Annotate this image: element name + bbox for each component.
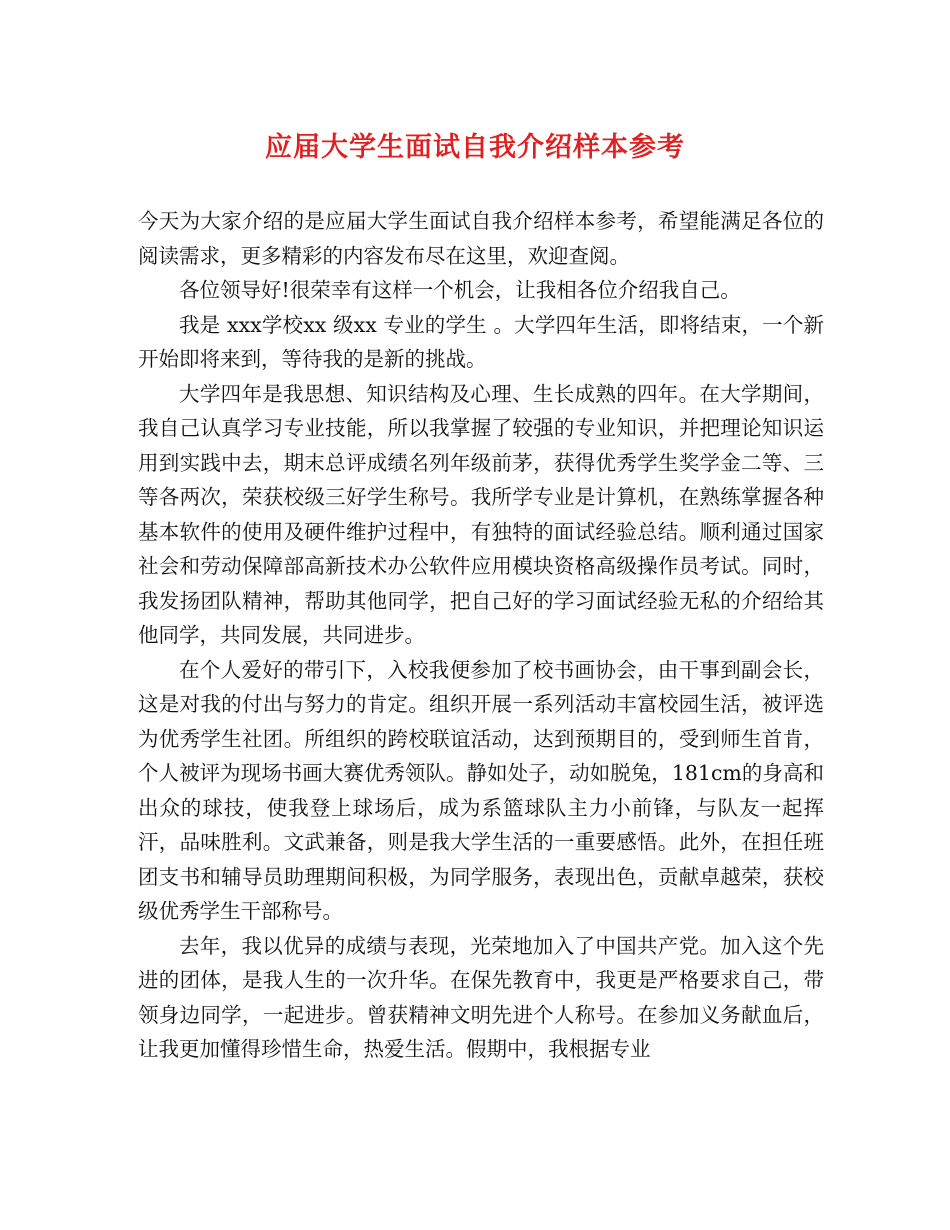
hobby-paragraph: 在个人爱好的带引下，入校我便参加了校书画协会，由干事到副会长，这是对我的付出与努力的肯定。组织开展一系列活动丰富校园生活，被评选为优秀学生社团。所组织的跨校联谊活动，达到预期目的，受到师生首肯，个人被评为现场书画大赛优秀领队。静如处子，动如脱兔，181cm的身高和出众的球技，使我登上球场后，成为系篮球队主力小前锋，与队友一起挥汗，品味胜利。文武兼备，则是我大学生活的一重要感悟。此外，在担任班团支书和辅导员助理期间积极，为同学服务，表现出色，贡献卓越荣，获校级优秀学生干部称号。 [138,657,824,923]
party-paragraph: 去年，我以优异的成绩与表现，光荣地加入了中国共产党。加入这个先进的团体，是我人生的一次升华。在保先教育中，我更是严格要求自己，带领身边同学，一起进步。曾获精神文明先进个人称号。在参加义务献血后，让我更加懂得珍惜生命，热爱生活。假期中，我根据专业 [138,933,824,1061]
greeting-paragraph: 各位领导好!很荣幸有这样一个机会，让我相各位介绍我自己。 [179,278,741,302]
identity-paragraph: 我是 xxx学校xx 级xx 专业的学生 。大学四年生活，即将结束，一个新开始即将来到，等待我的是新的挑战。 [138,312,824,371]
study-paragraph: 大学四年是我思想、知识结构及心理、生长成熟的四年。在大学期间，我自己认真学习专业技能，所以我掌握了较强的专业知识，并把理论知识运用到实践中去，期末总评成绩名列年级前茅，获得优秀学生奖学金二等、三等各两次，荣获校级三好学生称号。我所学专业是计算机，在熟练掌握各种基本软件的使用及硬件维护过程中，有独特的面试经验总结。顺利通过国家社会和劳动保障部高新技术办公软件应用模块资格高级操作员考试。同时，我发扬团队精神，帮助其他同学，把自己好的学习面试经验无私的介绍给其他同学，共同发展，共同进步。 [138,381,824,647]
document-title: 应届大学生面试自我介绍样本参考 [265,132,685,163]
intro-paragraph: 今天为大家介绍的是应届大学生面试自我介绍样本参考，希望能满足各位的阅读需求，更多精彩的内容发布尽在这里，欢迎查阅。 [138,209,824,268]
document-body [138,204,824,1067]
